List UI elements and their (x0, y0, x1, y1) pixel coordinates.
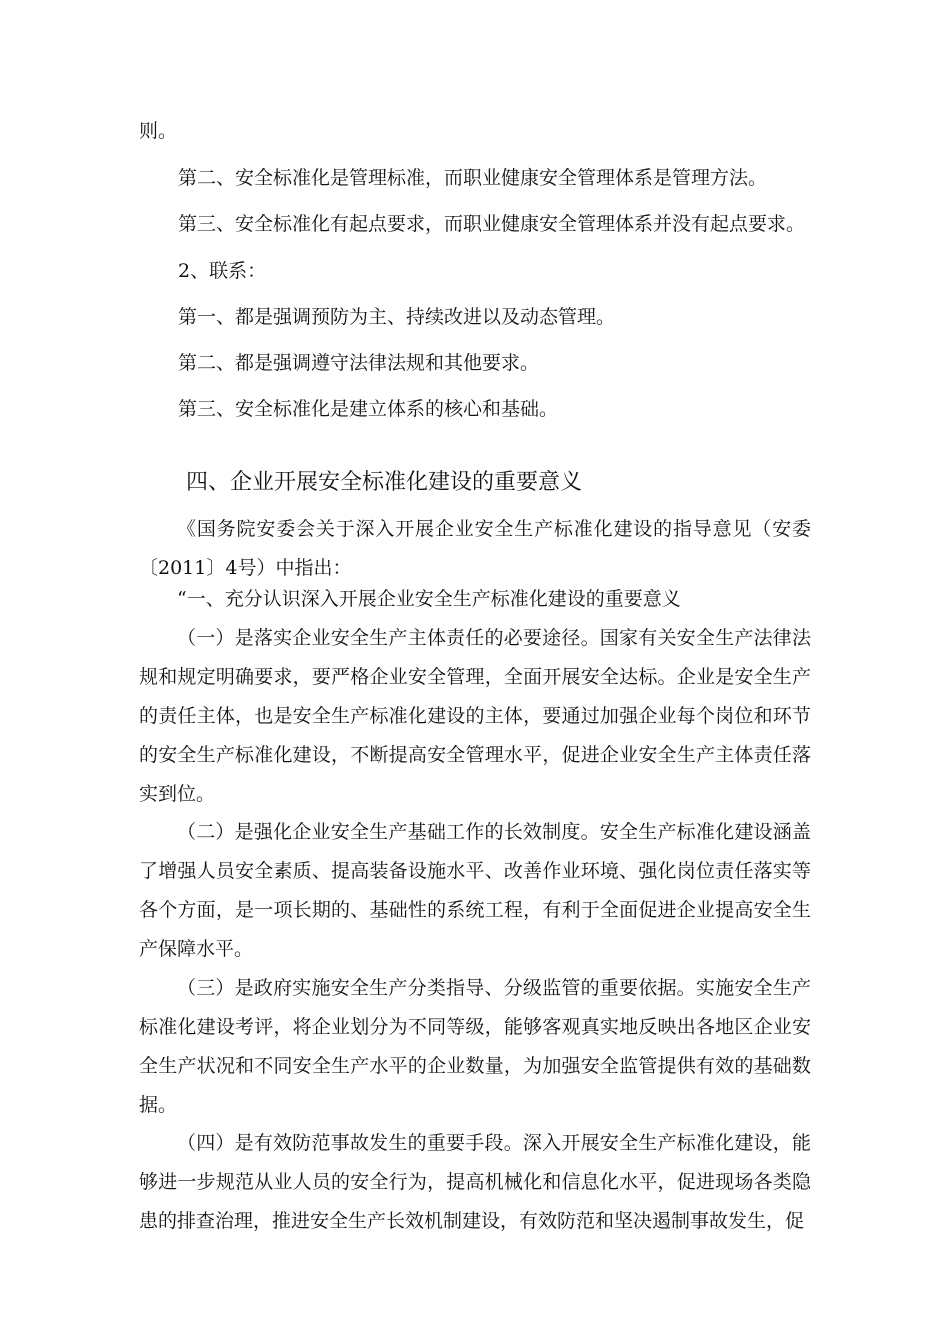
paragraph-point-1: （一）是落实企业安全生产主体责任的必要途径。国家有关安全生产法律法规和规定明确要求，要严格企业安全管理，全面开展安全达标。企业是安全生产的责任主体，也是安全生产标准化建设的主体，要通过加强企业每个岗位和环节的安全生产标准化建设，不断提高安全管理水平，促进企业安全生产主体责任落实到位。 (139, 627, 811, 805)
paragraph-point-3: （三）是政府实施安全生产分类指导、分级监管的重要依据。实施安全生产标准化建设考评，将企业划分为不同等级，能够客观真实地反映出各地区企业安全生产状况和不同安全生产水平的企业数量，为加强安全监管提供有效的基础数据。 (139, 977, 811, 1116)
section-heading: 四、企业开展安全标准化建设的重要意义 (186, 470, 583, 495)
difference-item-3: 第三、安全标准化有起点要求，而职业健康安全管理体系并没有起点要求。 (178, 213, 806, 235)
continuation-line: 则。 (139, 120, 178, 142)
paragraph-point-4: （四）是有效防范事故发生的重要手段。深入开展安全生产标准化建设，能够进一步规范从业人员的安全行为，提高机械化和信息化水平，促进现场各类隐患的排查治理，推进安全生产长效机制建设，有效防范和坚决遏制事故发生，促 (139, 1132, 811, 1232)
paragraph-citation: 《国务院安委会关于深入开展企业安全生产标准化建设的指导意见（安委〔2011〕4号）中指出： (139, 518, 811, 579)
relation-item-1: 第一、都是强调预防为主、持续改进以及动态管理。 (178, 306, 616, 328)
paragraph-quote-title: “一、充分认识深入开展企业安全生产标准化建设的重要意义 (177, 588, 681, 610)
paragraph-point-2: （二）是强化企业安全生产基础工作的长效制度。安全生产标准化建设涵盖了增强人员安全素质、提高装备设施水平、改善作业环境、强化岗位责任落实等各个方面，是一项长期的、基础性的系统工程，有利于全面促进企业提高安全生产保障水平。 (139, 821, 811, 960)
relation-item-3: 第三、安全标准化是建立体系的核心和基础。 (178, 398, 559, 420)
relation-heading: 2、联系： (178, 260, 267, 282)
difference-item-2: 第二、安全标准化是管理标准，而职业健康安全管理体系是管理方法。 (178, 167, 768, 189)
relation-item-2: 第二、都是强调遵守法律法规和其他要求。 (178, 352, 540, 374)
